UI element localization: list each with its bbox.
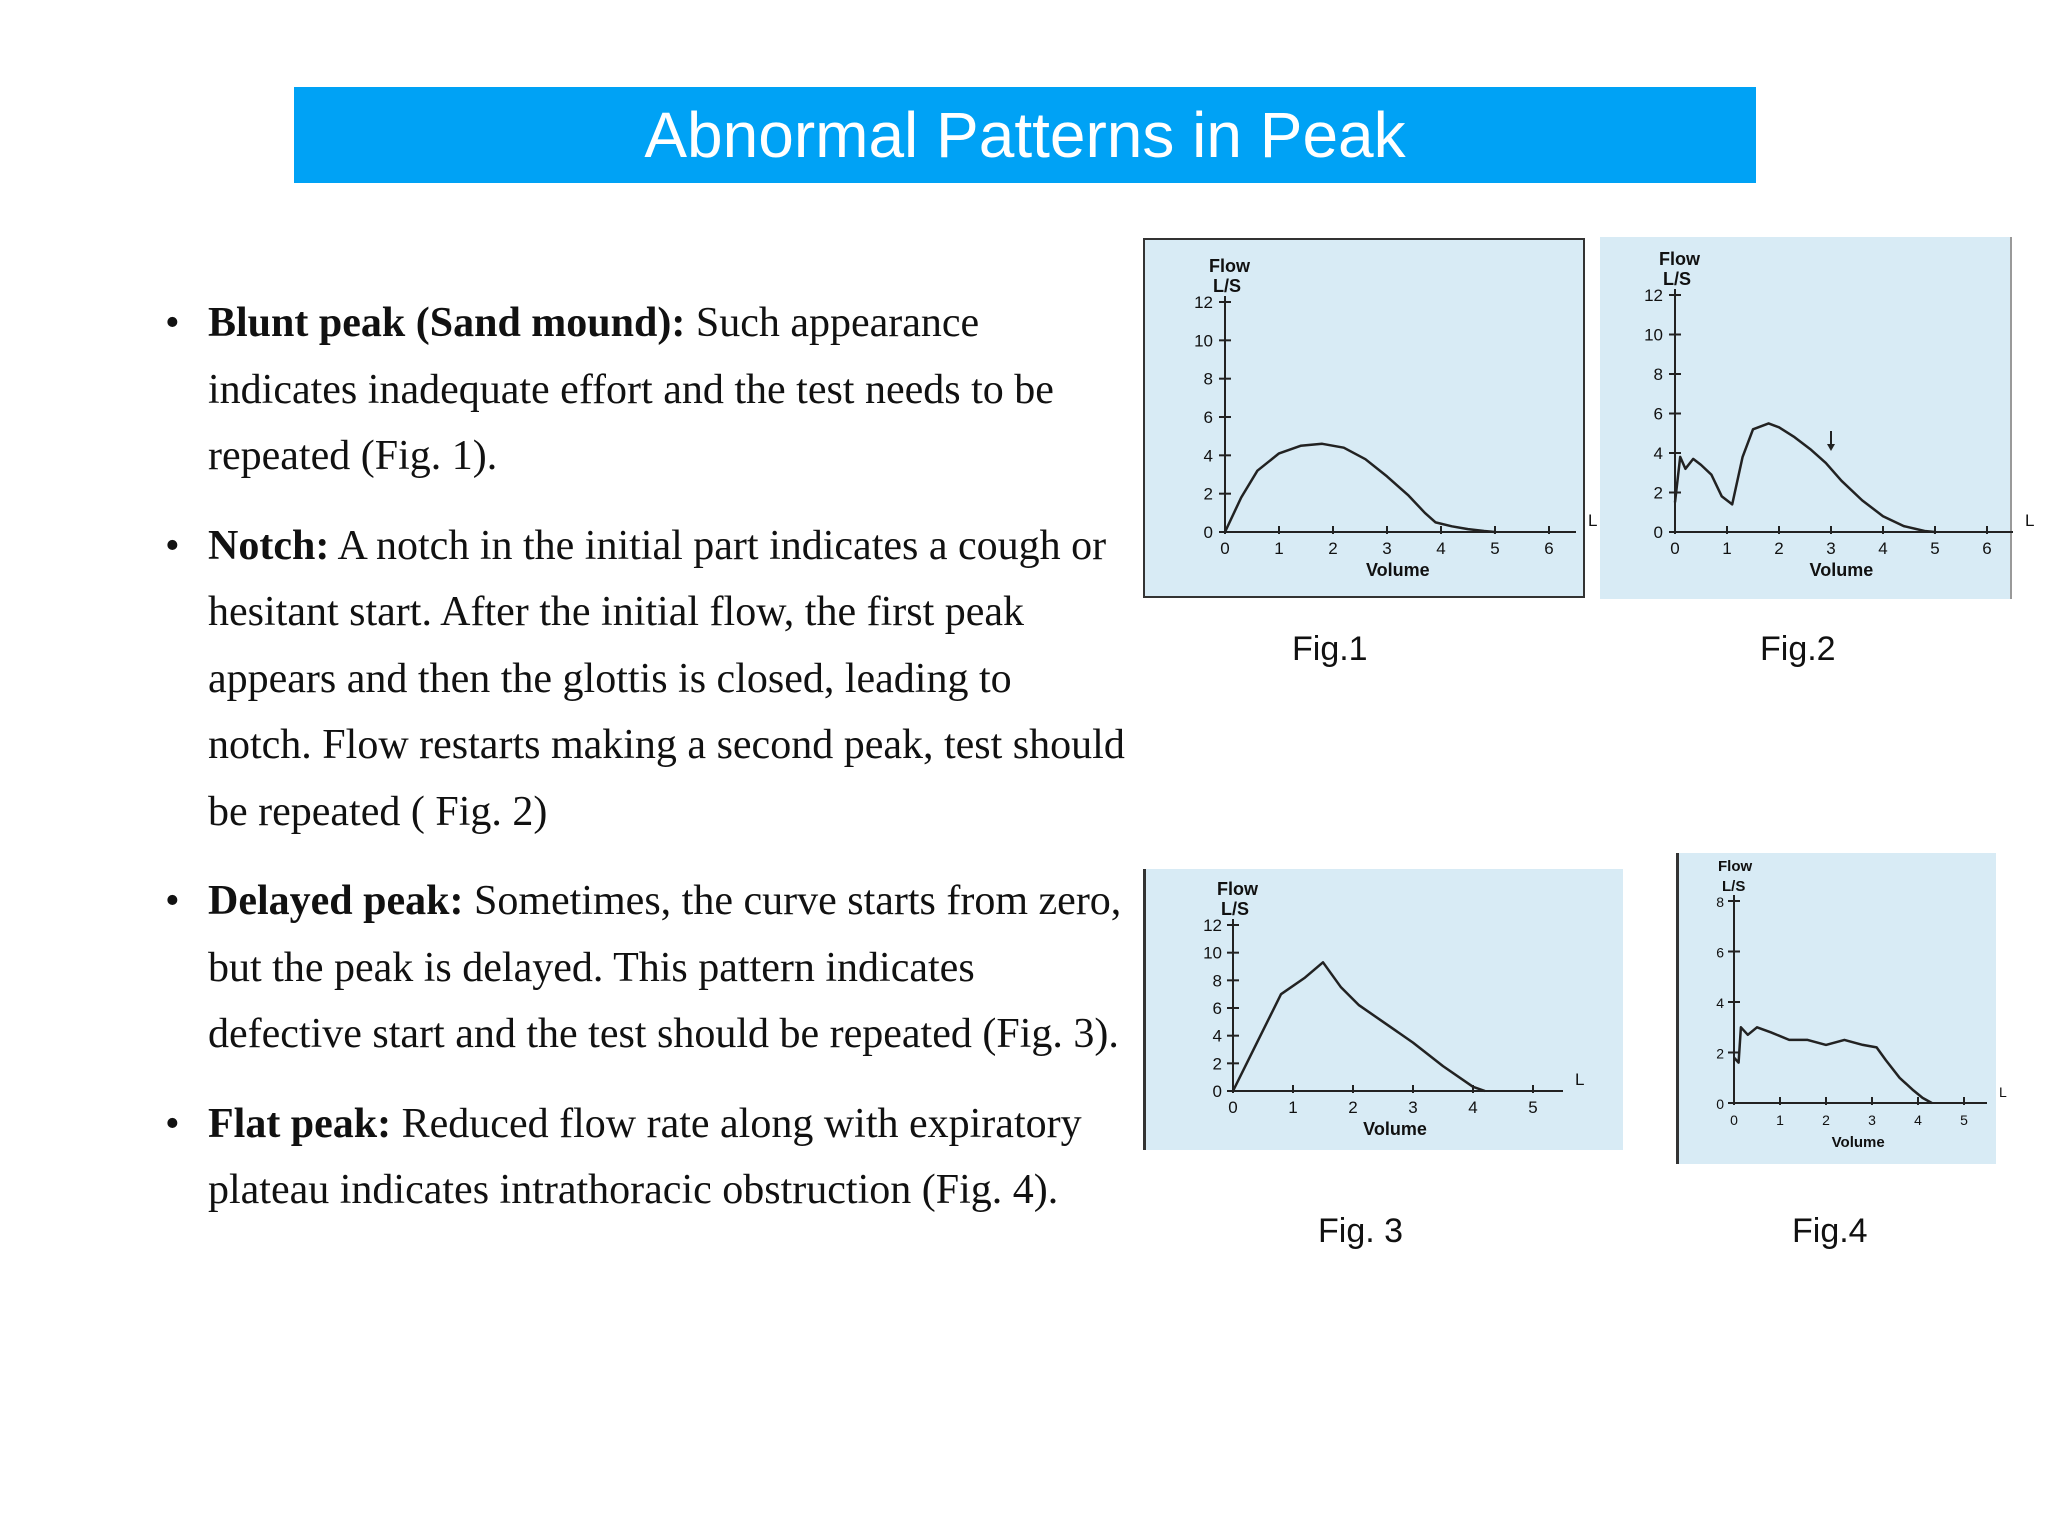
x-tick-label: 1 [1722, 539, 1732, 558]
flow-curve [1225, 444, 1495, 532]
flow-curve [1675, 423, 1935, 532]
x-tick-label: 3 [1826, 539, 1836, 558]
y-axis-label: Flow [1217, 879, 1258, 899]
y-tick-label: 2 [1203, 484, 1213, 504]
figure-caption-1: Fig.1 [1292, 630, 1368, 668]
x-axis-label: Volume [1365, 560, 1430, 580]
flow-curve [1233, 962, 1485, 1091]
y-tick-label: 6 [1212, 999, 1222, 1018]
figure-caption-4: Fig.4 [1792, 1212, 1868, 1250]
figure-1 [1143, 238, 1598, 598]
y-unit-label: L/S [1663, 269, 1692, 289]
bullet-text: Sometimes, the curve starts from zero, but the peak is delayed. This pattern indicates defective start and the test should be repeated (Fig. 3). [208, 878, 1122, 1057]
figure-3 [1143, 869, 1623, 1150]
y-tick-label: 2 [1653, 483, 1663, 503]
x-tick-label: 0 [1220, 539, 1230, 558]
x-tick-label: 4 [1436, 539, 1446, 558]
x-axis-label: Volume [1809, 560, 1874, 580]
bullet-list [165, 290, 1125, 1247]
y-tick-label: 2 [1716, 1045, 1724, 1062]
x-tick-label: 4 [1914, 1112, 1922, 1128]
y-tick-label: 0 [1203, 523, 1213, 542]
x-tick-label: 2 [1822, 1112, 1830, 1128]
y-tick-label: 10 [1644, 325, 1663, 345]
x-unit-label: L [1999, 1084, 2007, 1100]
y-tick-label: 8 [1716, 894, 1724, 910]
x-tick-label: 5 [1960, 1112, 1968, 1128]
x-tick-label: 0 [1670, 539, 1680, 558]
x-tick-label: 4 [1468, 1098, 1478, 1117]
y-tick-label: 0 [1653, 523, 1663, 542]
x-tick-label: 5 [1528, 1098, 1538, 1117]
y-axis-label: Flow [1718, 858, 1753, 875]
x-tick-label: 0 [1730, 1112, 1738, 1128]
y-tick-label: 10 [1194, 331, 1213, 351]
bullet-text: A notch in the initial part indicates a cough or hesitant start. After the initial flow, the first peak appears and then the glottis is closed, leading to notch. Flow restarts making a second peak, test should be repeated ( Fig. 2) [208, 522, 1125, 835]
bullet-term: Notch: [208, 522, 330, 569]
x-tick-label: 5 [1490, 539, 1500, 558]
y-tick-label: 10 [1203, 943, 1222, 963]
x-tick-label: 2 [1774, 539, 1784, 558]
x-axis-label: Volume [1831, 1134, 1885, 1151]
flow-curve [1734, 1027, 1932, 1103]
y-tick-label: 6 [1653, 404, 1663, 424]
x-tick-label: 1 [1776, 1112, 1784, 1128]
y-tick-label: 0 [1212, 1082, 1222, 1101]
flow-volume-chart-1 [1145, 240, 1598, 596]
y-unit-label: L/S [1722, 878, 1746, 895]
bullet-term: Blunt peak (Sand mound): [208, 300, 686, 346]
x-tick-label: 2 [1328, 539, 1338, 558]
flow-volume-chart-3 [1146, 869, 1623, 1150]
y-axis-label: Flow [1209, 256, 1250, 276]
bullet-text: Reduced flow rate along with expiratory plateau indicates intrathoracic obstruction (Fig. 4). [208, 1100, 1082, 1213]
x-tick-label: 3 [1382, 539, 1392, 558]
bullet-blunt-peak: • Blunt peak (Sand mound): Such appearance indicates inadequate effort and the test needs to be repeated (Fig. 1). [165, 300, 1054, 479]
y-axis-label: Flow [1659, 249, 1700, 269]
bullet-text: Such appearance indicates inadequate effort and the test needs to be repeated (Fig. 1). [208, 300, 1054, 479]
bullet-term: Delayed peak: [208, 878, 464, 924]
y-tick-label: 4 [1653, 444, 1663, 463]
slide-title: Abnormal Patterns in Peak [294, 87, 1756, 183]
bullet-notch: • Notch: A notch in the initial part indicates a cough or hesitant start. After the initial flow, the first peak appears and then the glottis is closed, leading to notch. Flow restarts making a second peak, test should be repeated ( Fig. 2) [165, 522, 1125, 835]
y-tick-label: 8 [1212, 971, 1222, 991]
y-tick-label: 12 [1194, 293, 1213, 312]
x-tick-label: 2 [1348, 1098, 1358, 1117]
figure-4 [1676, 853, 2007, 1164]
x-tick-label: 6 [1982, 539, 1992, 558]
y-tick-label: 8 [1203, 369, 1213, 389]
y-tick-label: 6 [1203, 408, 1213, 427]
x-tick-label: 1 [1274, 539, 1284, 558]
y-tick-label: 4 [1716, 995, 1724, 1011]
x-unit-label: L [1588, 511, 1598, 530]
y-tick-label: 12 [1644, 286, 1663, 305]
x-axis-label: Volume [1363, 1119, 1427, 1139]
x-unit-label: L [2025, 511, 2035, 530]
x-unit-label: L [1575, 1070, 1585, 1089]
x-tick-label: 3 [1408, 1098, 1418, 1117]
y-tick-label: 12 [1203, 916, 1222, 935]
y-tick-label: 6 [1716, 944, 1724, 961]
x-tick-label: 0 [1228, 1098, 1238, 1117]
x-tick-label: 6 [1544, 539, 1554, 558]
x-tick-label: 3 [1868, 1112, 1876, 1128]
figure-2 [1600, 237, 2035, 599]
flow-volume-chart-2 [1600, 237, 2035, 599]
notch-arrowhead-icon [1827, 444, 1835, 451]
x-tick-label: 4 [1878, 539, 1888, 558]
figure-caption-3: Fig. 3 [1318, 1212, 1404, 1250]
y-unit-label: L/S [1221, 899, 1250, 919]
y-tick-label: 8 [1653, 365, 1663, 384]
bullet-flat-peak: • Flat peak: Reduced flow rate along with expiratory plateau indicates intrathoracic obstruction (Fig. 4). [165, 1100, 1082, 1213]
figure-caption-2: Fig.2 [1760, 630, 1836, 668]
y-tick-label: 0 [1716, 1096, 1724, 1112]
bullet-delayed-peak: • Delayed peak: Sometimes, the curve starts from zero, but the peak is delayed. This pattern indicates defective start and the test should be repeated (Fig. 3). [165, 878, 1122, 1057]
x-tick-label: 1 [1288, 1098, 1298, 1117]
y-tick-label: 2 [1212, 1054, 1222, 1074]
flow-volume-chart-4 [1679, 853, 2007, 1164]
bullet-term: Flat peak: [208, 1100, 392, 1147]
y-tick-label: 4 [1203, 446, 1213, 466]
y-unit-label: L/S [1213, 276, 1242, 296]
x-tick-label: 5 [1930, 539, 1940, 558]
y-tick-label: 4 [1212, 1026, 1222, 1046]
